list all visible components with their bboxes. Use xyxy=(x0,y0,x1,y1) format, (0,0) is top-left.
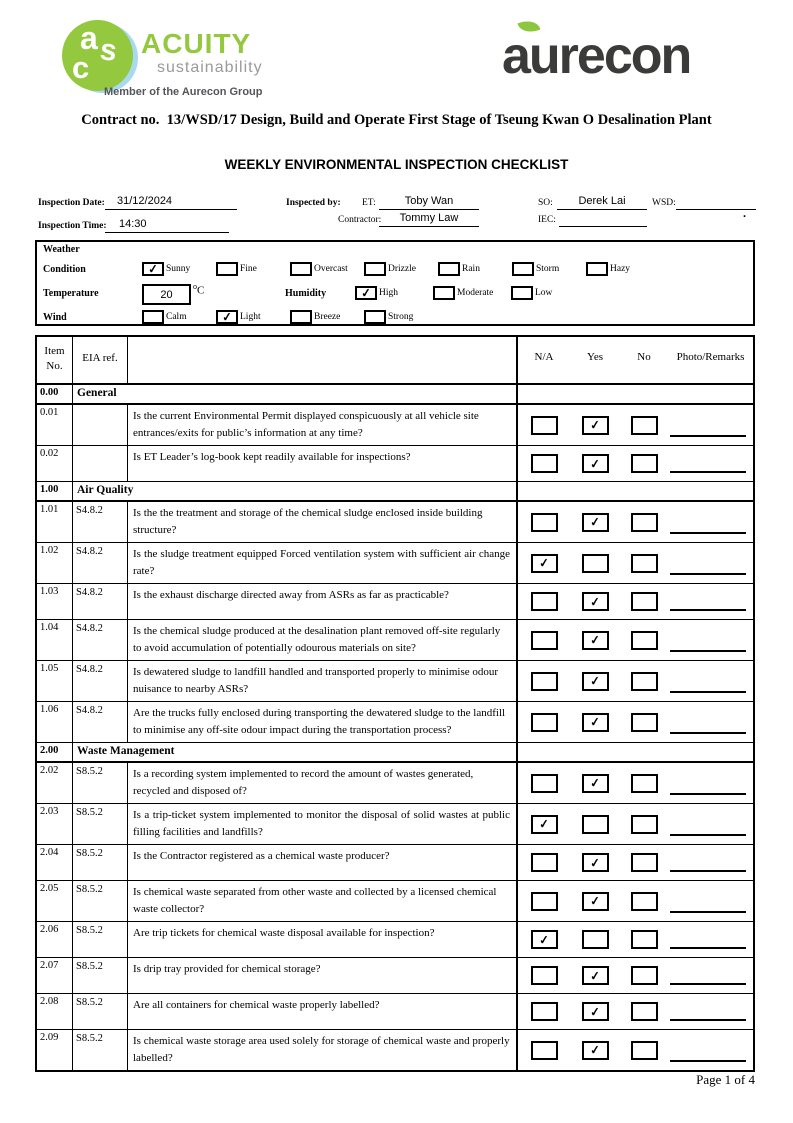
yes-checkbox-2.06[interactable] xyxy=(582,930,609,949)
item-no: 0.02 xyxy=(37,446,73,481)
weather-option-high xyxy=(355,286,433,300)
breeze-label: Breeze xyxy=(314,312,341,322)
na-checkbox-1.01[interactable] xyxy=(531,513,558,532)
weather-option-overcast xyxy=(290,262,364,276)
question-row-2.06 xyxy=(37,922,753,958)
et-label: ET: xyxy=(362,198,376,208)
question-text: Is the the treatment and storage of the chemical sludge enclosed inside building structure? xyxy=(133,507,483,536)
question-row-2.09 xyxy=(37,1030,753,1070)
question-text: Is the Contractor registered as a chemical waste producer? xyxy=(133,850,390,862)
wind-label: Wind xyxy=(43,312,67,323)
remarks-line[interactable] xyxy=(670,532,746,534)
item-no: 2.00 xyxy=(37,743,73,761)
remarks-line[interactable] xyxy=(670,435,746,437)
check-mark-icon: ✓ xyxy=(589,855,601,870)
question-row-1.05 xyxy=(37,661,753,702)
yes-checkbox-2.02[interactable] xyxy=(582,774,609,793)
question-text: Is the current Environmental Permit displayed conspicuously at all vehicle site entrances/exits for public’s information at any time? xyxy=(133,410,479,439)
inspection-time-label: Inspection Time: xyxy=(38,221,107,231)
temperature-field[interactable]: 20 xyxy=(142,284,191,305)
item-no: 2.04 xyxy=(37,845,73,880)
check-mark-icon: ✓ xyxy=(589,775,601,791)
no-checkbox-1.02[interactable] xyxy=(631,554,658,573)
contract-title: Contract no. 13/WSD/17 Design, Build and Operate First Stage of Tseung Kwan O Desalination Plant xyxy=(81,112,712,128)
answers-cell xyxy=(516,958,753,993)
check-mark-icon: ✓ xyxy=(538,816,550,832)
remarks-line[interactable] xyxy=(670,609,746,611)
yes-checkbox-2.07[interactable] xyxy=(582,966,609,985)
item-no: 2.08 xyxy=(37,994,73,1029)
condition-options xyxy=(142,262,660,276)
question-row-1.02 xyxy=(37,543,753,584)
question-row-1.03 xyxy=(37,584,753,620)
no-checkbox-2.07[interactable] xyxy=(631,966,658,985)
question-row-2.04 xyxy=(37,845,753,881)
col-header-na: N/A xyxy=(534,351,554,363)
item-no: 1.06 xyxy=(37,702,73,742)
light-checkbox[interactable] xyxy=(216,310,238,324)
remarks-line[interactable] xyxy=(670,947,746,949)
contractor-label: Contractor: xyxy=(338,215,382,225)
eia-ref: S4.8.2 xyxy=(73,584,128,619)
eia-ref: S8.5.2 xyxy=(73,804,128,844)
low-label: Low xyxy=(535,288,553,298)
eia-ref: S4.8.2 xyxy=(73,543,128,583)
col-header-item-no: Item No. xyxy=(37,337,73,383)
question-text: Is a recording system implemented to record the amount of wastes generated, recycled and disposed of? xyxy=(133,768,474,797)
inspection-date-label: Inspection Date: xyxy=(38,198,105,208)
weather-option-sunny xyxy=(142,262,216,276)
yes-checkbox-1.06[interactable] xyxy=(582,713,609,732)
col-header-no: No xyxy=(637,351,651,363)
iec-label: IEC: xyxy=(538,215,556,225)
weather-title: Weather xyxy=(43,244,80,255)
check-mark-icon: ✓ xyxy=(589,1004,601,1019)
remarks-line[interactable] xyxy=(670,1060,746,1062)
check-mark-icon: ✓ xyxy=(589,417,601,433)
answers-cell xyxy=(516,1030,753,1070)
question-text: Is a trip-ticket system implemented to monitor the disposal of solid wastes at public filling facilities and landfills? xyxy=(133,809,510,838)
check-mark-icon: ✓ xyxy=(589,893,601,909)
remarks-line[interactable] xyxy=(670,870,746,872)
eia-ref xyxy=(73,405,128,445)
fine-checkbox[interactable] xyxy=(216,262,238,276)
check-mark-icon: ✓ xyxy=(589,456,601,471)
weather-option-low xyxy=(511,286,589,300)
yes-checkbox-2.04[interactable] xyxy=(582,853,609,872)
item-no: 2.07 xyxy=(37,958,73,993)
drizzle-checkbox[interactable] xyxy=(364,262,386,276)
question-text: Is drip tray provided for chemical storage? xyxy=(133,963,321,975)
high-checkbox[interactable] xyxy=(355,286,377,300)
no-checkbox-1.04[interactable] xyxy=(631,631,658,650)
acuity-logo xyxy=(58,20,308,104)
high-label: High xyxy=(379,288,398,298)
yes-checkbox-0.01[interactable] xyxy=(582,416,609,435)
check-mark-icon: ✓ xyxy=(589,673,601,689)
question-text: Are all containers for chemical waste properly labelled? xyxy=(133,999,380,1011)
yes-checkbox-1.03[interactable] xyxy=(582,592,609,611)
section-title: Air Quality xyxy=(77,484,134,496)
eia-ref: S8.5.2 xyxy=(73,958,128,993)
question-row-2.05 xyxy=(37,881,753,922)
item-no: 1.04 xyxy=(37,620,73,660)
yes-checkbox-1.01[interactable] xyxy=(582,513,609,532)
breeze-checkbox[interactable] xyxy=(290,310,312,324)
drizzle-label: Drizzle xyxy=(388,264,416,274)
no-checkbox-2.05[interactable] xyxy=(631,892,658,911)
answers-cell xyxy=(516,743,753,761)
item-no: 2.03 xyxy=(37,804,73,844)
weather-option-light xyxy=(216,310,290,324)
low-checkbox[interactable] xyxy=(511,286,533,300)
aurecon-wordmark: aurecon xyxy=(502,27,691,85)
remarks-line[interactable] xyxy=(670,471,746,473)
question-row-2.08 xyxy=(37,994,753,1030)
na-checkbox-2.03[interactable] xyxy=(531,815,558,834)
answers-cell xyxy=(516,446,753,481)
no-checkbox-2.08[interactable] xyxy=(631,1002,658,1021)
eia-ref: S8.5.2 xyxy=(73,922,128,957)
na-checkbox-1.06[interactable] xyxy=(531,713,558,732)
eia-ref: S4.8.2 xyxy=(73,620,128,660)
col-header-yes: Yes xyxy=(586,351,603,363)
checklist-table xyxy=(35,335,755,1072)
item-no: 2.06 xyxy=(37,922,73,957)
answers-cell xyxy=(516,994,753,1029)
weather-option-calm xyxy=(142,310,216,324)
et-field[interactable]: Toby Wan xyxy=(379,194,479,210)
yes-checkbox-2.05[interactable] xyxy=(582,892,609,911)
yes-checkbox-2.08[interactable] xyxy=(582,1002,609,1021)
item-no: 2.02 xyxy=(37,763,73,803)
moderate-checkbox[interactable] xyxy=(433,286,455,300)
weather-option-breeze xyxy=(290,310,364,324)
item-no: 1.03 xyxy=(37,584,73,619)
so-field[interactable]: Derek Lai xyxy=(557,194,647,210)
yes-checkbox-1.04[interactable] xyxy=(582,631,609,650)
hazy-checkbox[interactable] xyxy=(586,262,608,276)
iec-field[interactable] xyxy=(559,211,647,227)
check-mark-icon: ✓ xyxy=(589,594,601,609)
eia-ref: S8.5.2 xyxy=(73,881,128,921)
yes-checkbox-2.09[interactable] xyxy=(582,1041,609,1060)
item-no: 1.05 xyxy=(37,661,73,701)
na-checkbox-0.02[interactable] xyxy=(531,454,558,473)
no-checkbox-2.04[interactable] xyxy=(631,853,658,872)
remarks-line[interactable] xyxy=(670,793,746,795)
item-no: 0.01 xyxy=(37,405,73,445)
answers-cell xyxy=(516,502,753,542)
question-row-1.06 xyxy=(37,702,753,743)
strong-label: Strong xyxy=(388,312,414,322)
condition-label: Condition xyxy=(43,264,86,275)
answers-cell xyxy=(516,881,753,921)
na-checkbox-2.05[interactable] xyxy=(531,892,558,911)
light-label: Light xyxy=(240,312,261,322)
eia-ref: S8.5.2 xyxy=(73,763,128,803)
na-checkbox-2.06[interactable] xyxy=(531,930,558,949)
inspection-date-field[interactable]: 31/12/2024 xyxy=(105,194,237,210)
calm-checkbox[interactable] xyxy=(142,310,164,324)
remarks-line[interactable] xyxy=(670,983,746,985)
inspection-time-field[interactable]: 14:30 xyxy=(105,217,229,233)
col-header-photo-remarks: Photo/Remarks xyxy=(676,351,745,363)
answers-cell xyxy=(516,922,753,957)
check-mark-icon: ✓ xyxy=(589,714,601,730)
inspected-by-label: Inspected by: xyxy=(286,198,341,208)
contractor-field[interactable]: Tommy Law xyxy=(379,211,479,227)
overcast-checkbox[interactable] xyxy=(290,262,312,276)
no-checkbox-1.01[interactable] xyxy=(631,513,658,532)
section-row-1.00 xyxy=(37,482,753,502)
remarks-line[interactable] xyxy=(670,834,746,836)
eia-ref: S4.8.2 xyxy=(73,661,128,701)
item-no: 0.00 xyxy=(37,385,73,403)
sunny-label: Sunny xyxy=(166,264,191,274)
na-checkbox-2.07[interactable] xyxy=(531,966,558,985)
answers-cell xyxy=(516,405,753,445)
question-text: Is chemical waste storage area used solely for storage of chemical waste and properly labelled? xyxy=(133,1035,510,1064)
storm-label: Storm xyxy=(536,264,560,274)
question-text: Are the trucks fully enclosed during transporting the dewatered sludge to the landfill to minimise any off-site odour impact during the transportation process? xyxy=(133,707,506,736)
storm-checkbox[interactable] xyxy=(512,262,534,276)
check-mark-icon: ✓ xyxy=(589,632,601,648)
acuity-member-line: Member of the Aurecon Group xyxy=(104,86,263,98)
remarks-line[interactable] xyxy=(670,573,746,575)
na-checkbox-1.02[interactable] xyxy=(531,554,558,573)
item-no: 1.01 xyxy=(37,502,73,542)
question-text: Is the chemical sludge produced at the desalination plant removed off-site regularly to avoid accumulation of potentially odourous materials on site? xyxy=(133,625,501,654)
question-row-0.02 xyxy=(37,446,753,482)
eia-ref xyxy=(73,446,128,481)
eia-ref: S8.5.2 xyxy=(73,1030,128,1070)
check-mark-icon: ✓ xyxy=(538,932,550,947)
acuity-name: ACUITY xyxy=(141,28,252,59)
calm-label: Calm xyxy=(166,312,187,322)
section-title: General xyxy=(77,387,117,399)
na-checkbox-0.01[interactable] xyxy=(531,416,558,435)
answers-cell xyxy=(516,620,753,660)
aurecon-logo xyxy=(502,24,760,86)
item-no: 2.09 xyxy=(37,1030,73,1070)
no-checkbox-2.09[interactable] xyxy=(631,1041,658,1060)
check-mark-icon: ✓ xyxy=(589,968,601,983)
question-row-2.03 xyxy=(37,804,753,845)
na-checkbox-2.09[interactable] xyxy=(531,1041,558,1060)
check-mark-icon: ✓ xyxy=(589,514,601,530)
question-text: Is chemical waste separated from other waste and collected by a licensed chemical waste collector? xyxy=(133,886,497,915)
weather-option-rain xyxy=(438,262,512,276)
question-text: Is the exhaust discharge directed away from ASRs as far as practicable? xyxy=(133,589,449,601)
no-checkbox-1.03[interactable] xyxy=(631,592,658,611)
checklist-body xyxy=(37,385,753,1070)
question-row-1.01 xyxy=(37,502,753,543)
overcast-label: Overcast xyxy=(314,264,348,274)
question-row-0.01 xyxy=(37,405,753,446)
hazy-label: Hazy xyxy=(610,264,631,274)
answers-cell xyxy=(516,702,753,742)
answers-cell xyxy=(516,543,753,583)
answers-cell xyxy=(516,845,753,880)
check-mark-icon: ✓ xyxy=(360,285,372,301)
na-checkbox-2.08[interactable] xyxy=(531,1002,558,1021)
check-mark-icon: ✓ xyxy=(538,555,550,571)
section-row-2.00 xyxy=(37,743,753,763)
na-checkbox-1.04[interactable] xyxy=(531,631,558,650)
question-row-2.02 xyxy=(37,763,753,804)
check-mark-icon: ✓ xyxy=(589,1042,601,1058)
question-text: Is ET Leader’s log-book kept readily available for inspections? xyxy=(133,451,411,463)
weather-option-storm xyxy=(512,262,586,276)
answers-cell xyxy=(516,661,753,701)
answers-cell xyxy=(516,584,753,619)
weather-box xyxy=(35,240,755,326)
na-checkbox-2.02[interactable] xyxy=(531,774,558,793)
col-headers-answers xyxy=(516,337,753,383)
remarks-line[interactable] xyxy=(670,911,746,913)
no-checkbox-1.05[interactable] xyxy=(631,672,658,691)
na-checkbox-1.03[interactable] xyxy=(531,592,558,611)
weather-option-hazy xyxy=(586,262,660,276)
eia-ref: S4.8.2 xyxy=(73,502,128,542)
acuity-monogram-s: s xyxy=(97,33,119,69)
eia-ref: S8.5.2 xyxy=(73,994,128,1029)
temperature-label: Temperature xyxy=(43,288,99,299)
checklist-header xyxy=(37,337,753,385)
temperature-unit: $^o$C xyxy=(193,282,205,297)
strong-checkbox[interactable] xyxy=(364,310,386,324)
remarks-line[interactable] xyxy=(670,732,746,734)
answers-cell xyxy=(516,804,753,844)
weather-option-moderate xyxy=(433,286,511,300)
na-checkbox-1.05[interactable] xyxy=(531,672,558,691)
eia-ref: S4.8.2 xyxy=(73,702,128,742)
acuity-monogram-c: c xyxy=(72,50,90,85)
rain-label: Rain xyxy=(462,264,480,274)
col-header-question xyxy=(128,337,516,383)
weather-option-fine xyxy=(216,262,290,276)
no-checkbox-2.06[interactable] xyxy=(631,930,658,949)
item-no: 2.05 xyxy=(37,881,73,921)
answers-cell xyxy=(516,385,753,403)
yes-checkbox-0.02[interactable] xyxy=(582,454,609,473)
so-label: SO: xyxy=(538,198,553,208)
weather-option-strong xyxy=(364,310,438,324)
remarks-line[interactable] xyxy=(670,691,746,693)
answers-cell xyxy=(516,763,753,803)
rain-checkbox[interactable] xyxy=(438,262,460,276)
remarks-line[interactable] xyxy=(670,650,746,652)
acuity-monogram-a: a xyxy=(80,20,98,56)
humidity-label: Humidity xyxy=(285,288,327,299)
no-checkbox-1.06[interactable] xyxy=(631,713,658,732)
humidity-options xyxy=(355,286,589,300)
check-mark-icon: ✓ xyxy=(221,309,233,325)
stray-period: . xyxy=(743,206,746,220)
yes-checkbox-1.05[interactable] xyxy=(582,672,609,691)
acuity-tagline: sustainability xyxy=(157,59,263,76)
na-checkbox-2.04[interactable] xyxy=(531,853,558,872)
page-number: Page 1 of 4 xyxy=(696,1072,755,1087)
yes-checkbox-2.03[interactable] xyxy=(582,815,609,834)
wind-options xyxy=(142,310,438,324)
section-row-0.00 xyxy=(37,385,753,405)
moderate-label: Moderate xyxy=(457,288,494,298)
item-no: 1.02 xyxy=(37,543,73,583)
question-text: Is the sludge treatment equipped Forced ventilation system with sufficient air change rate? xyxy=(133,548,510,577)
no-checkbox-0.02[interactable] xyxy=(631,454,658,473)
sunny-checkbox[interactable] xyxy=(142,262,164,276)
yes-checkbox-1.02[interactable] xyxy=(582,554,609,573)
question-text: Are trip tickets for chemical waste disposal available for inspection? xyxy=(133,927,435,939)
wsd-label: WSD: xyxy=(652,198,676,208)
eia-ref: S8.5.2 xyxy=(73,845,128,880)
question-text: Is dewatered sludge to landfill handled and transported properly to minimise odour nuisance to nearby ASRs? xyxy=(133,666,499,695)
page-title: WEEKLY ENVIRONMENTAL INSPECTION CHECKLIST xyxy=(224,157,569,172)
inspection-info xyxy=(35,190,757,238)
col-header-eia-ref: EIA ref. xyxy=(73,337,128,383)
question-row-2.07 xyxy=(37,958,753,994)
fine-label: Fine xyxy=(240,264,257,274)
check-mark-icon: ✓ xyxy=(147,261,159,277)
no-checkbox-0.01[interactable] xyxy=(631,416,658,435)
answers-cell xyxy=(516,482,753,500)
section-title: Waste Management xyxy=(77,745,175,757)
item-no: 1.00 xyxy=(37,482,73,500)
no-checkbox-2.02[interactable] xyxy=(631,774,658,793)
weather-option-drizzle xyxy=(364,262,438,276)
remarks-line[interactable] xyxy=(670,1019,746,1021)
question-row-1.04 xyxy=(37,620,753,661)
no-checkbox-2.03[interactable] xyxy=(631,815,658,834)
